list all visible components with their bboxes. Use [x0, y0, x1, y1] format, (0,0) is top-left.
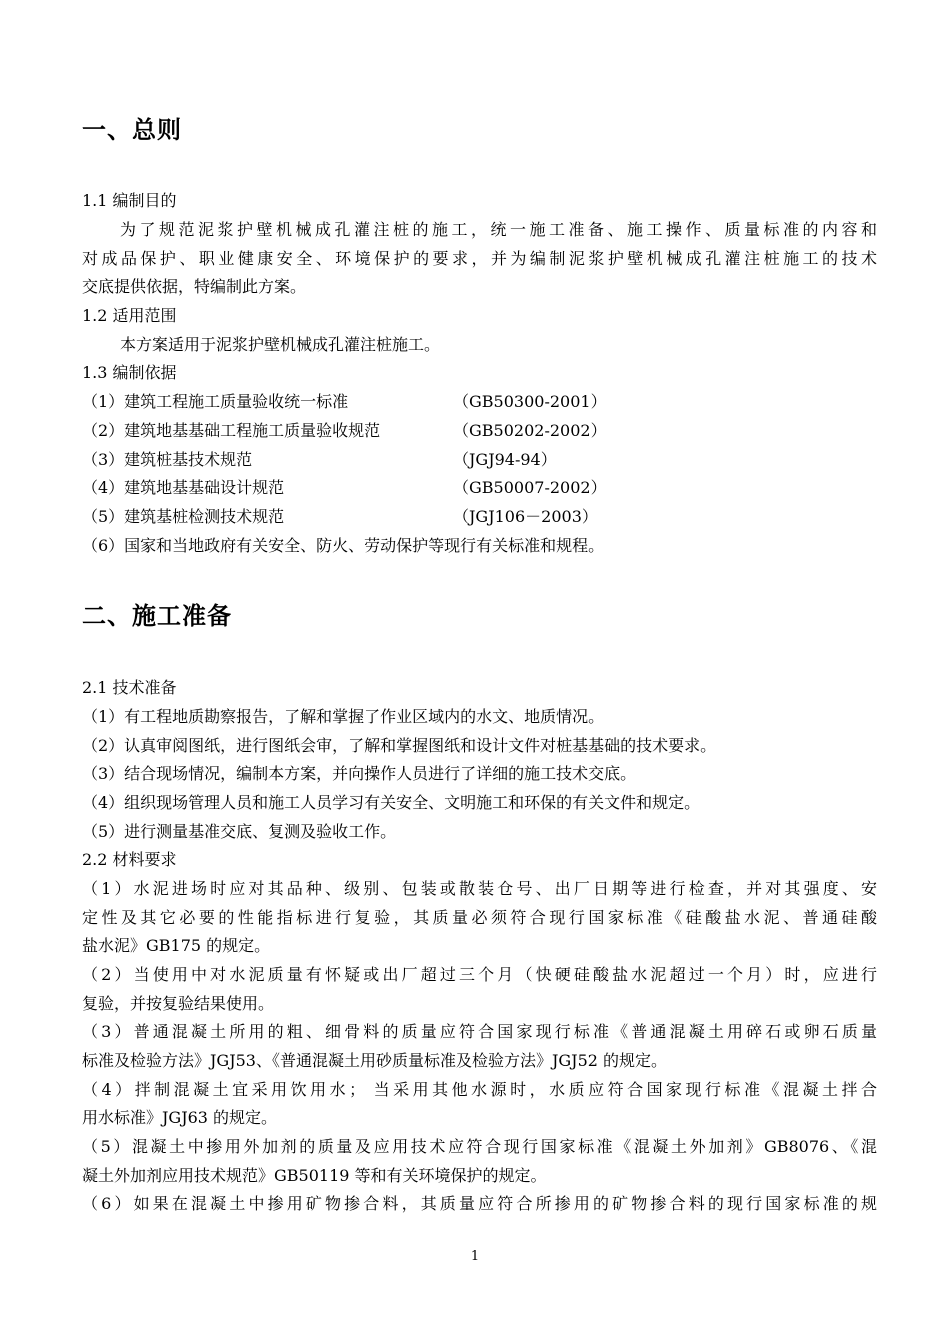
- standard-name: （2）建筑地基基础工程施工质量验收规范: [82, 421, 381, 440]
- list-item: （1）有工程地质勘察报告，了解和掌握了作业区域内的水文、地质情况。: [82, 707, 605, 726]
- standard-code: （GB50007-2002）: [453, 478, 607, 497]
- list-item: （2）认真审阅图纸，进行图纸会审，了解和掌握图纸和设计文件对桩基基础的技术要求。: [82, 736, 717, 755]
- standard-item-6: （6）国家和当地政府有关安全、防火、劳动保护等现行有关标准和规程。: [82, 536, 605, 555]
- page-number: 1: [470, 1249, 480, 1264]
- paragraph-line: （3）普通混凝土所用的粗、细骨料的质量应符合国家现行标准《普通混凝土用碎石或卵石质量: [82, 1022, 877, 1041]
- section-2-2-heading: 2.2 材料要求: [82, 850, 177, 869]
- section-2-1-heading: 2.1 技术准备: [82, 678, 177, 697]
- paragraph-line: （6）如果在混凝土中掺用矿物掺合料，其质量应符合所掺用的矿物掺合料的现行国家标准的规: [82, 1194, 877, 1213]
- paragraph-line: 用水标准》JGJ63 的规定。: [82, 1108, 278, 1127]
- section-1-1-heading: 1.1 编制目的: [82, 191, 177, 210]
- standard-code: （GB50202-2002）: [453, 421, 607, 440]
- section-1-title: 一、总则: [82, 116, 182, 144]
- paragraph-line: 复验，并按复验结果使用。: [82, 994, 275, 1013]
- list-item: （4）组织现场管理人员和施工人员学习有关安全、文明施工和环保的有关文件和规定。: [82, 793, 701, 812]
- paragraph-line: （4）拌制混凝土宜采用饮用水； 当采用其他水源时，水质应符合国家现行标准《混凝土拌合: [82, 1080, 877, 1099]
- standard-code: （GB50300-2001）: [453, 392, 607, 411]
- paragraph-line: 对成品保护、职业健康安全、环境保护的要求，并为编制泥浆护壁机械成孔灌注桩施工的技术: [82, 249, 877, 268]
- paragraph-line: 凝土外加剂应用技术规范》GB50119 等和有关环境保护的规定。: [82, 1166, 547, 1185]
- section-2-title: 二、施工准备: [82, 602, 232, 630]
- list-item: （3）结合现场情况，编制本方案，并向操作人员进行了详细的施工技术交底。: [82, 764, 637, 783]
- standard-name: （1）建筑工程施工质量验收统一标准: [82, 392, 349, 411]
- paragraph-line: 本方案适用于泥浆护壁机械成孔灌注桩施工。: [120, 335, 441, 354]
- paragraph-line: （2）当使用中对水泥质量有怀疑或出厂超过三个月（快硬硅酸盐水泥超过一个月）时，应进行: [82, 965, 877, 984]
- standard-name: （5）建筑基桩检测技术规范: [82, 507, 285, 526]
- paragraph-line: 交底提供依据，特编制此方案。: [82, 277, 307, 296]
- section-1-2-heading: 1.2 适用范围: [82, 306, 177, 325]
- paragraph-line: 定性及其它必要的性能指标进行复验，其质量必须符合现行国家标准《硅酸盐水泥、普通硅酸: [82, 908, 877, 927]
- paragraph-line: 盐水泥》GB175 的规定。: [82, 936, 271, 955]
- standard-code: （JGJ94-94）: [453, 450, 557, 469]
- standard-name: （4）建筑地基基础设计规范: [82, 478, 285, 497]
- paragraph-line: 为了规范泥浆护壁机械成孔灌注桩的施工，统一施工准备、施工操作、质量标准的内容和: [120, 220, 877, 239]
- paragraph-line: （5）混凝土中掺用外加剂的质量及应用技术应符合现行国家标准《混凝土外加剂》GB8076、《混: [82, 1137, 877, 1156]
- standard-code: （JGJ106－2003）: [453, 507, 598, 526]
- standard-name: （3）建筑桩基技术规范: [82, 450, 253, 469]
- paragraph-line: （1）水泥进场时应对其品种、级别、包装或散装仓号、出厂日期等进行检查，并对其强度、安: [82, 879, 877, 898]
- list-item: （5）进行测量基准交底、复测及验收工作。: [82, 822, 397, 841]
- paragraph-line: 标准及检验方法》JGJ53、《普通混凝土用砂质量标准及检验方法》JGJ52 的规定。: [82, 1051, 668, 1070]
- section-1-3-heading: 1.3 编制依据: [82, 363, 177, 382]
